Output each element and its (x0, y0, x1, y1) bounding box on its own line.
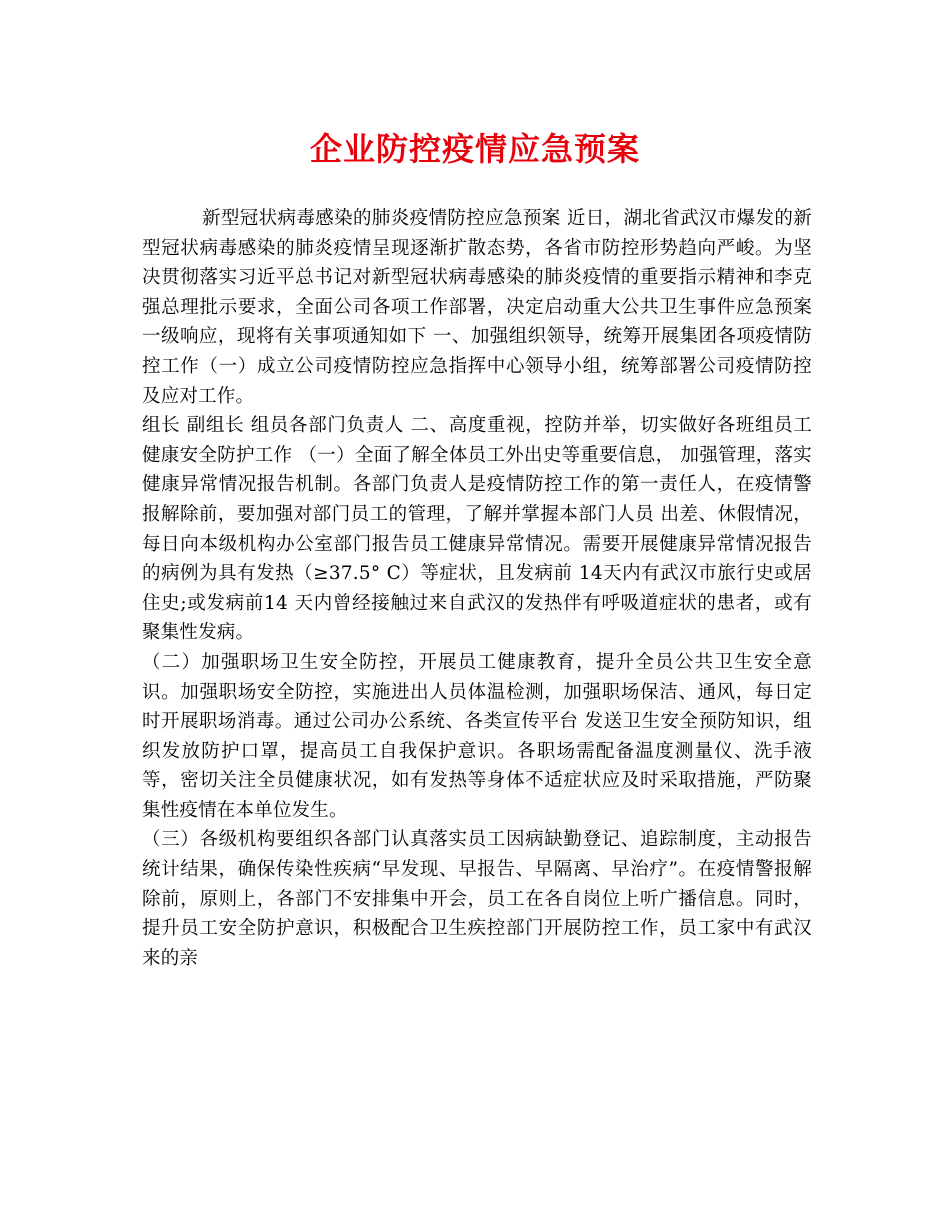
paragraph-item-three: （三）各级机构要组织各部门认真落实员工因病缺勤登记、追踪制度，主动报告统计结果，确保传染性疾病“早发现、早报告、早隔离、早治疗”。在疫情警报解除前，原则上，各部门不安排集中开会，员工在各自岗位上听广播信息。同时，提升员工安全防护意识，积极配合卫生疾控部门开展防控工作，员工家中有武汉来的亲 (142, 829, 812, 969)
document-body (142, 204, 812, 973)
document-title: 企业防控疫情应急预案 (309, 130, 640, 168)
paragraph-section-two: 组长 副组长 组员各部门负责人 二、高度重视，控防并举，切实做好各班组员工健康安全防护工作 （一）全面了解全体员工外出史等重要信息， 加强管理，落实健康异常情况报告机制。各部门负责人是疫情防控工作的第一责任人，在疫情警报解除前，要加强对部门员工的管理，了解并掌握本部门人员 出差、休假情况，每日向本级机构办公室部门报告员工健康异常情况。需要开展健康异常情况报告的病例为具有发热（≥37.5° C）等症状，且发病前 14天内有武汉市旅行史或居住史;或发病前14 天内曾经接触过来自武汉的发热伴有呼吸道症状的患者，或有聚集性发病。 (142, 415, 812, 644)
paragraph-intro: 新型冠状病毒感染的肺炎疫情防控应急预案 近日，湖北省武汉市爆发的新型冠状病毒感染的肺炎疫情呈现逐渐扩散态势，各省市防控形势趋向严峻。为坚决贯彻落实习近平总书记对新型冠状病毒感染的肺炎疫情的重要指示精神和李克强总理批示要求，全面公司各项工作部署，决定启动重大公共卫生事件应急预案一级响应，现将有关事项通知如下 一、加强组织领导，统筹开展集团各项疫情防控工作（一）成立公司疫情防控应急指挥中心领导小组，统筹部署公司疫情防控及应对工作。 (142, 208, 812, 407)
paragraph-item-two: （二）加强职场卫生安全防控，开展员工健康教育，提升全员公共卫生安全意识。加强职场安全防控，实施进出人员体温检测，加强职场保洁、通风，每日定时开展职场消毒。通过公司办公系统、各类宣传平台 发送卫生安全预防知识，组织发放防护口罩，提高员工自我保护意识。各职场需配备温度测量仪、洗手液等，密切关注全员健康状况，如有发热等身体不适症状应及时采取措施，严防聚集性疫情在本单位发生。 (142, 651, 812, 821)
